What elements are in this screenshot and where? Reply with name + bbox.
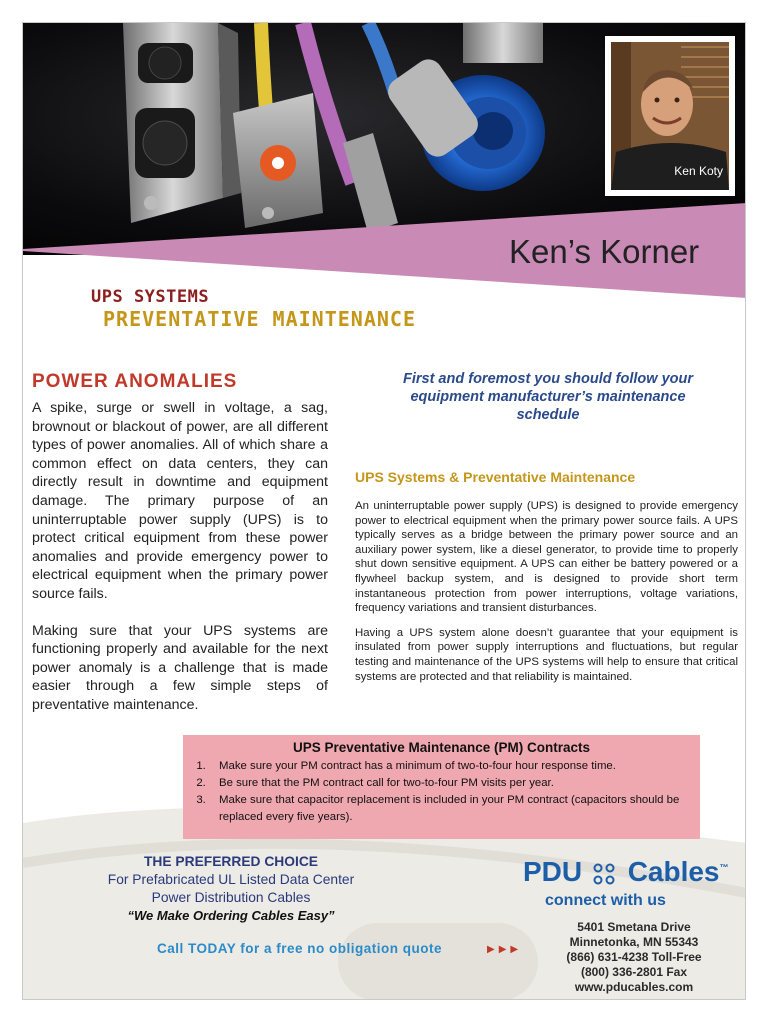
phone-tollfree[interactable]: (866) 631-4238 Toll-Free [566,950,702,964]
article-title-line1: UPS SYSTEMS [91,287,210,307]
list-item: 3. Make sure that capacitor replacement is included in your PM contract (capacitors should be replaced every five years). [209,792,690,826]
logo-pdu: PDU [523,856,583,887]
website-link[interactable]: www.pducables.com [574,980,694,994]
logo-trademark: ™ [719,862,729,873]
left-column-body [32,399,328,733]
column-title: Ken’s Korner [509,233,700,270]
list-item: 1. Make sure your PM contract has a minimum of two-to-four hour response time. [209,758,690,775]
logo-wordmark [523,856,733,888]
phone-fax: (800) 336-2801 Fax [580,965,688,979]
portrait-caption: Ken Koty [674,164,723,178]
portrait-frame [605,36,735,196]
right-paragraph-1: An uninterruptable power supply (UPS) is designed to provide emergency power to electrical equipment when the primary power source fails. A UPS typically serves as a bridge between the primary power source and an auxiliary power system, like a diesel generator, to provide time to properly shut down sensitive equipment. A UPS can either be battery powered or a flywheel backup system, and is designed to provide short term instantaneous protection from power interruptions, voltage variations, frequency variations and transient disturbances. [355,500,738,615]
preferred-choice-title: THE PREFERRED CHOICE [143,854,318,869]
logo-tagline: connect with us [545,892,666,909]
preferred-choice-slogan: “We Make Ordering Cables Easy” [127,908,335,923]
call-to-action[interactable]: Call TODAY for a free no obligation quote [157,941,443,956]
pm-contracts-title: UPS Preventative Maintenance (PM) Contracts [292,740,591,755]
right-paragraph-2: Having a UPS system alone doesn’t guarantee that your equipment is insulated from power supply interruptions and fluctuations, but regular testing and maintenance of the UPS systems will help to ensure that critical systems are protected and that reliability is maintained. [355,626,738,683]
connector-dots-icon [592,863,618,885]
pm-contracts-box [183,735,700,839]
pull-quote: First and foremost you should follow your equipment manufacturer’s maintenance schedule [402,371,693,423]
article-title-line2: PREVENTATIVE MAINTENANCE [103,307,416,331]
left-paragraph-1: A spike, surge or swell in voltage, a sag, brownout or blackout of power, are all different types of power anomalies. All of which share a common effect on data centers, they can directly result in downtime and equipment damage. The primary purpose of an uninterruptable power supply (UPS) is to protect critical equipment from these power anomalies and provide emergency power to electrical equipment when the primary power source fails. [32,400,328,602]
left-paragraph-2: Making sure that your UPS systems are functioning properly and available for the next power anomaly is a challenge that is made easier through a few simple steps of preventative maintenance. [32,622,328,713]
logo-cables: Cables [627,856,720,887]
pdu-cables-logo [523,856,733,916]
address-street: 5401 Smetana Drive [577,920,691,934]
preferred-choice-line2: Power Distribution Cables [151,890,311,905]
preferred-choice-block [83,853,379,925]
address-city: Minnetonka, MN 55343 [569,935,699,949]
newsletter-page [22,22,746,1000]
right-section-heading: UPS Systems & Preventative Maintenance [355,469,636,485]
pm-contracts-list [193,758,690,826]
list-item: 2. Be sure that the PM contract call for two-to-four PM visits per year. [209,775,690,792]
arrow-icons: ▶▶▶ [487,944,523,955]
power-anomalies-heading: POWER ANOMALIES [32,371,238,392]
preferred-choice-line1: For Prefabricated UL Listed Data Center [107,872,355,887]
right-column-body [355,499,738,694]
portrait-photo [611,42,729,190]
contact-address [539,920,729,995]
